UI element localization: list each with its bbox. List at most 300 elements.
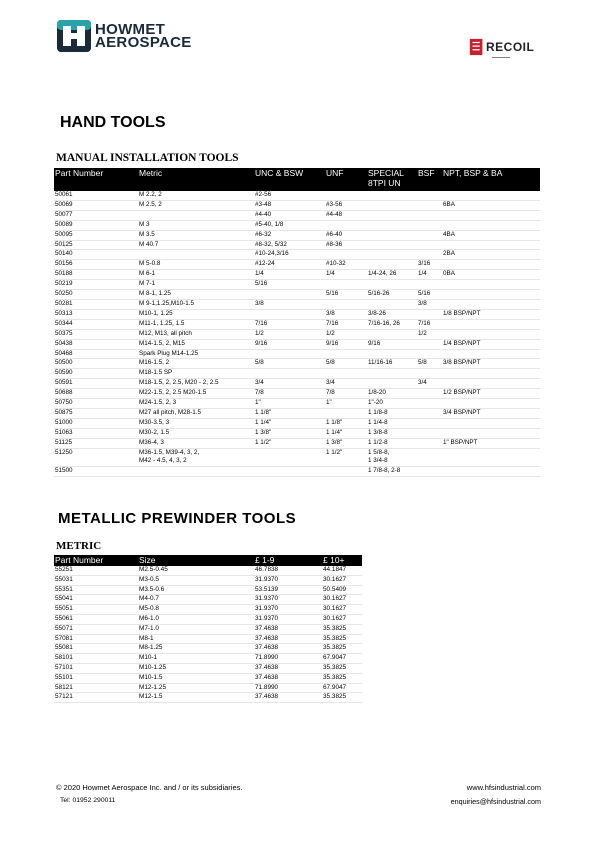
table-cell: 67.9047 bbox=[322, 683, 362, 693]
table-cell bbox=[254, 369, 325, 379]
table-cell: 50688 bbox=[54, 389, 138, 399]
table-cell: M12-1.25 bbox=[138, 683, 254, 693]
manual-tools-table bbox=[54, 168, 540, 477]
table-cell bbox=[325, 220, 367, 230]
prewinder-table-body bbox=[54, 566, 362, 703]
table-cell: 55061 bbox=[54, 614, 138, 624]
table-cell: M10-1, 1.25 bbox=[138, 309, 254, 319]
table-row bbox=[54, 399, 540, 409]
table-cell bbox=[442, 467, 540, 477]
table-cell: 46.7838 bbox=[254, 566, 322, 575]
table-cell: 37.4638 bbox=[254, 663, 322, 673]
table-cell: 7/16 bbox=[254, 319, 325, 329]
table-cell bbox=[442, 210, 540, 220]
table-cell: #5-40, 1/8 bbox=[254, 220, 325, 230]
manual-table-header bbox=[54, 168, 540, 191]
table-cell: M16-1.5, 2 bbox=[138, 359, 254, 369]
table-cell: 3/8 BSP/NPT bbox=[442, 359, 540, 369]
manual-table-body bbox=[54, 191, 540, 477]
table-cell: 6BA bbox=[442, 200, 540, 210]
table-row bbox=[54, 693, 362, 703]
table-cell: 1" bbox=[254, 399, 325, 409]
table-cell: 57121 bbox=[54, 693, 138, 703]
table-cell bbox=[367, 299, 417, 309]
howmet-logo bbox=[57, 20, 192, 54]
table-cell bbox=[367, 379, 417, 389]
table-cell: M 2.2, 2 bbox=[138, 191, 254, 200]
table-row bbox=[54, 624, 362, 634]
table-row bbox=[54, 200, 540, 210]
table-cell: 58121 bbox=[54, 683, 138, 693]
table-cell: M27 all pitch, M28-1.5 bbox=[138, 408, 254, 418]
column-header: Part Number bbox=[54, 168, 138, 191]
table-row bbox=[54, 240, 540, 250]
table-cell bbox=[138, 467, 254, 477]
table-cell: 1 1/4-8 bbox=[367, 418, 417, 428]
prewinder-subtitle: METRIC bbox=[56, 540, 102, 552]
table-cell: 1/4 bbox=[254, 270, 325, 280]
table-cell: 0BA bbox=[442, 270, 540, 280]
table-cell bbox=[325, 280, 367, 290]
table-cell bbox=[417, 438, 442, 448]
table-cell bbox=[138, 250, 254, 260]
table-cell: M4-0.7 bbox=[138, 595, 254, 605]
table-cell: 31.9370 bbox=[254, 605, 322, 615]
table-cell: 55081 bbox=[54, 644, 138, 654]
table-cell: 1/4 bbox=[417, 270, 442, 280]
table-cell bbox=[442, 319, 540, 329]
table-cell: 1 1/2" bbox=[325, 448, 367, 467]
table-cell bbox=[442, 240, 540, 250]
table-row bbox=[54, 585, 362, 595]
table-cell: 9/16 bbox=[367, 339, 417, 349]
table-cell: 31.9370 bbox=[254, 595, 322, 605]
table-cell bbox=[254, 448, 325, 467]
table-cell: 1" bbox=[325, 399, 367, 409]
table-cell: 57081 bbox=[54, 634, 138, 644]
footer-email-link[interactable]: enquiries@hfsindustrial.com bbox=[450, 797, 541, 806]
table-row bbox=[54, 299, 540, 309]
table-cell bbox=[367, 280, 417, 290]
table-cell: 55351 bbox=[54, 585, 138, 595]
table-cell: M18-1.5, 2, 2.5, M20 - 2, 2.5 bbox=[138, 379, 254, 389]
table-cell: 3/4 bbox=[417, 379, 442, 389]
table-cell: 50590 bbox=[54, 369, 138, 379]
table-cell bbox=[325, 408, 367, 418]
prewinder-table bbox=[54, 555, 362, 703]
prewinder-table-header bbox=[54, 555, 362, 566]
table-cell: M36-1.5, M39-4, 3, 2, M42 - 4.5, 4, 3, 2 bbox=[138, 448, 254, 467]
table-cell: 37.4638 bbox=[254, 693, 322, 703]
table-cell: 37.4638 bbox=[254, 624, 322, 634]
table-row bbox=[54, 349, 540, 359]
table-row bbox=[54, 683, 362, 693]
column-header: Size bbox=[138, 555, 254, 566]
table-cell bbox=[367, 200, 417, 210]
table-cell: M36-4, 3 bbox=[138, 438, 254, 448]
table-cell: 71.8990 bbox=[254, 683, 322, 693]
table-cell bbox=[417, 448, 442, 467]
table-cell bbox=[417, 191, 442, 200]
table-row bbox=[54, 329, 540, 339]
table-cell: M10-1 bbox=[138, 654, 254, 664]
table-cell bbox=[367, 369, 417, 379]
table-cell: M8-1.25 bbox=[138, 644, 254, 654]
footer-website-link[interactable]: www.hfsindustrial.com bbox=[466, 783, 541, 792]
table-cell: 55071 bbox=[54, 624, 138, 634]
table-cell: #10-32 bbox=[325, 260, 367, 270]
table-cell: #3-48 bbox=[254, 200, 325, 210]
table-cell: 50875 bbox=[54, 408, 138, 418]
table-row bbox=[54, 250, 540, 260]
table-cell: 35.3825 bbox=[322, 634, 362, 644]
table-cell: 5/16-26 bbox=[367, 290, 417, 300]
table-cell: 50156 bbox=[54, 260, 138, 270]
table-row bbox=[54, 673, 362, 683]
howmet-h-icon bbox=[57, 20, 91, 52]
table-cell: M 8-1, 1.25 bbox=[138, 290, 254, 300]
table-cell bbox=[254, 290, 325, 300]
table-cell: M7-1.0 bbox=[138, 624, 254, 634]
table-cell bbox=[367, 230, 417, 240]
logo-line2: AEROSPACE bbox=[95, 34, 192, 51]
table-row bbox=[54, 654, 362, 664]
table-cell: 51500 bbox=[54, 467, 138, 477]
table-cell: 50069 bbox=[54, 200, 138, 210]
logo-line1: HOWMET bbox=[95, 21, 166, 38]
column-header: Part Number bbox=[54, 555, 138, 566]
table-cell: 5/16 bbox=[417, 290, 442, 300]
table-cell: 1 1/8" bbox=[325, 418, 367, 428]
table-cell: 1 1/2-8 bbox=[367, 438, 417, 448]
prewinder-section-title: METALLIC PREWINDER TOOLS bbox=[58, 510, 297, 527]
table-row bbox=[54, 605, 362, 615]
table-cell bbox=[417, 230, 442, 240]
table-row bbox=[54, 191, 540, 200]
table-cell: M10-1.25 bbox=[138, 663, 254, 673]
table-cell: M 40.7 bbox=[138, 240, 254, 250]
table-cell: 1/4 BSP/NPT bbox=[442, 339, 540, 349]
table-cell: 50750 bbox=[54, 399, 138, 409]
table-cell bbox=[442, 299, 540, 309]
table-cell: 31.9370 bbox=[254, 614, 322, 624]
table-cell: 50188 bbox=[54, 270, 138, 280]
table-cell: 53.5139 bbox=[254, 585, 322, 595]
table-cell: 57101 bbox=[54, 663, 138, 673]
table-row bbox=[54, 575, 362, 585]
table-cell: 1/2 bbox=[325, 329, 367, 339]
table-row bbox=[54, 438, 540, 448]
table-cell: M5-0.8 bbox=[138, 605, 254, 615]
table-cell: #8-32, 5/32 bbox=[254, 240, 325, 250]
table-cell bbox=[254, 467, 325, 477]
table-cell: M10-1.5 bbox=[138, 673, 254, 683]
table-cell: 3/8-26 bbox=[367, 309, 417, 319]
page-title: HAND TOOLS bbox=[60, 114, 166, 131]
table-cell: #12-24 bbox=[254, 260, 325, 270]
table-row bbox=[54, 260, 540, 270]
table-cell: 71.8990 bbox=[254, 654, 322, 664]
table-cell: 51063 bbox=[54, 428, 138, 438]
table-cell: M2.5-0.45 bbox=[138, 566, 254, 575]
table-cell bbox=[417, 418, 442, 428]
table-cell: 3/4 BSP/NPT bbox=[442, 408, 540, 418]
table-cell: M 9-1,1.25,M10-1.5 bbox=[138, 299, 254, 309]
table-cell: 44.1847 bbox=[322, 566, 362, 575]
table-cell: 7/8 bbox=[254, 389, 325, 399]
table-cell: M12, M13, all pitch bbox=[138, 329, 254, 339]
table-row bbox=[54, 644, 362, 654]
table-row bbox=[54, 210, 540, 220]
table-cell: #2-56 bbox=[254, 191, 325, 200]
table-cell: 50250 bbox=[54, 290, 138, 300]
table-cell: 35.3825 bbox=[322, 693, 362, 703]
table-cell: 37.4638 bbox=[254, 634, 322, 644]
table-cell bbox=[417, 220, 442, 230]
table-cell: 35.3825 bbox=[322, 644, 362, 654]
recoil-tagline-mark: ▬▬▬▬▬▬ bbox=[492, 55, 510, 59]
table-cell: M8-1 bbox=[138, 634, 254, 644]
table-cell bbox=[442, 260, 540, 270]
table-cell: #8-36 bbox=[325, 240, 367, 250]
table-cell: 5/16 bbox=[254, 280, 325, 290]
table-row bbox=[54, 290, 540, 300]
table-cell: M 6-1 bbox=[138, 270, 254, 280]
footer-tel: Tel: 01952 290011 bbox=[60, 797, 116, 804]
table-row bbox=[54, 467, 540, 477]
table-cell: 5/8 bbox=[417, 359, 442, 369]
table-cell bbox=[442, 399, 540, 409]
column-header: SPECIAL 8TPI UN bbox=[367, 168, 417, 191]
table-cell: 7/8 bbox=[325, 389, 367, 399]
table-row bbox=[54, 230, 540, 240]
table-cell bbox=[442, 369, 540, 379]
table-cell: 5/16 bbox=[325, 290, 367, 300]
table-cell bbox=[442, 329, 540, 339]
table-cell bbox=[417, 309, 442, 319]
table-cell: #10-24,3/16 bbox=[254, 250, 325, 260]
table-row bbox=[54, 418, 540, 428]
table-cell: 67.9047 bbox=[322, 654, 362, 664]
table-cell: 50500 bbox=[54, 359, 138, 369]
table-row bbox=[54, 319, 540, 329]
table-row bbox=[54, 309, 540, 319]
table-cell bbox=[417, 369, 442, 379]
table-cell: #4-40 bbox=[254, 210, 325, 220]
table-cell: M18-1.5 SP bbox=[138, 369, 254, 379]
table-cell: 30.1627 bbox=[322, 595, 362, 605]
table-cell: 9/16 bbox=[254, 339, 325, 349]
table-cell bbox=[367, 250, 417, 260]
table-cell: 37.4638 bbox=[254, 644, 322, 654]
table-row bbox=[54, 359, 540, 369]
manual-section-title: MANUAL INSTALLATION TOOLS bbox=[56, 152, 239, 164]
table-cell: M30-2, 1.5 bbox=[138, 428, 254, 438]
table-cell bbox=[367, 329, 417, 339]
column-header: NPT, BSP & BA bbox=[442, 168, 540, 191]
table-cell: M 3.5 bbox=[138, 230, 254, 240]
table-cell: M 7-1 bbox=[138, 280, 254, 290]
table-cell bbox=[254, 349, 325, 359]
table-cell: 50281 bbox=[54, 299, 138, 309]
table-cell: 55041 bbox=[54, 595, 138, 605]
table-cell bbox=[442, 448, 540, 467]
table-cell bbox=[367, 210, 417, 220]
table-cell bbox=[417, 250, 442, 260]
table-cell bbox=[254, 309, 325, 319]
table-cell: 50089 bbox=[54, 220, 138, 230]
table-row bbox=[54, 428, 540, 438]
table-cell bbox=[442, 220, 540, 230]
table-cell: 50375 bbox=[54, 329, 138, 339]
table-cell: 51000 bbox=[54, 418, 138, 428]
table-cell bbox=[442, 191, 540, 200]
column-header: UNF bbox=[325, 168, 367, 191]
logo-text bbox=[95, 23, 192, 49]
table-cell bbox=[442, 290, 540, 300]
table-cell: 9/16 bbox=[325, 339, 367, 349]
table-cell: 1/8 BSP/NPT bbox=[442, 309, 540, 319]
table-cell: M11-1, 1.25, 1.5 bbox=[138, 319, 254, 329]
table-cell bbox=[325, 191, 367, 200]
table-cell: 50.5409 bbox=[322, 585, 362, 595]
table-cell bbox=[367, 240, 417, 250]
footer-copyright: © 2020 Howmet Aerospace Inc. and / or its subsidiaries. bbox=[56, 783, 243, 792]
table-cell: 51125 bbox=[54, 438, 138, 448]
table-cell: 50219 bbox=[54, 280, 138, 290]
table-cell: 1"-20 bbox=[367, 399, 417, 409]
table-cell: M30-3.5, 3 bbox=[138, 418, 254, 428]
table-cell: 1/2 bbox=[417, 329, 442, 339]
table-row bbox=[54, 408, 540, 418]
table-cell: #3-56 bbox=[325, 200, 367, 210]
table-cell: 1/8-20 bbox=[367, 389, 417, 399]
table-cell: 5/8 bbox=[254, 359, 325, 369]
table-cell bbox=[417, 280, 442, 290]
column-header: £ 1-9 bbox=[254, 555, 322, 566]
table-cell bbox=[325, 250, 367, 260]
table-cell bbox=[325, 369, 367, 379]
table-cell bbox=[417, 408, 442, 418]
table-cell: 1 1/8-8 bbox=[367, 408, 417, 418]
table-cell: M6-1.0 bbox=[138, 614, 254, 624]
table-row bbox=[54, 369, 540, 379]
table-cell: 1 5/8-8, 1 3/4-8 bbox=[367, 448, 417, 467]
table-cell bbox=[367, 260, 417, 270]
table-cell: 11/16-16 bbox=[367, 359, 417, 369]
recoil-logo bbox=[468, 36, 546, 62]
table-cell: Spark Plug M14-1.25 bbox=[138, 349, 254, 359]
table-cell: 37.4638 bbox=[254, 673, 322, 683]
column-header: Metric bbox=[138, 168, 254, 191]
table-cell: 7/16-16, 26 bbox=[367, 319, 417, 329]
table-cell: 7/16 bbox=[325, 319, 367, 329]
table-cell: M 2.5, 2 bbox=[138, 200, 254, 210]
table-cell: 50077 bbox=[54, 210, 138, 220]
table-cell: 50438 bbox=[54, 339, 138, 349]
table-cell bbox=[138, 210, 254, 220]
table-cell: M24-1.5, 2, 3 bbox=[138, 399, 254, 409]
table-cell: #6-40 bbox=[325, 230, 367, 240]
table-row bbox=[54, 448, 540, 467]
table-cell: 58101 bbox=[54, 654, 138, 664]
table-cell bbox=[367, 349, 417, 359]
table-cell: 1 1/4" bbox=[254, 418, 325, 428]
table-cell: 50344 bbox=[54, 319, 138, 329]
table-cell: 1 3/8" bbox=[254, 428, 325, 438]
table-cell: 3/8 bbox=[417, 299, 442, 309]
table-cell: 7/16 bbox=[417, 319, 442, 329]
table-cell: 3/4 bbox=[325, 379, 367, 389]
table-cell bbox=[325, 299, 367, 309]
table-cell: #4-48 bbox=[325, 210, 367, 220]
table-cell: 50061 bbox=[54, 191, 138, 200]
table-row bbox=[54, 339, 540, 349]
table-cell: 50313 bbox=[54, 309, 138, 319]
recoil-mark-icon bbox=[468, 36, 486, 58]
table-cell: 1" BSP/NPT bbox=[442, 438, 540, 448]
table-cell: 35.3825 bbox=[322, 673, 362, 683]
table-cell: 50591 bbox=[54, 379, 138, 389]
table-cell bbox=[367, 220, 417, 230]
table-cell: 50468 bbox=[54, 349, 138, 359]
table-cell: 1 7/8-8, 2-8 bbox=[367, 467, 417, 477]
table-cell: 1 3/8" bbox=[325, 438, 367, 448]
table-row bbox=[54, 379, 540, 389]
table-cell: 50125 bbox=[54, 240, 138, 250]
table-row bbox=[54, 280, 540, 290]
table-cell: 1 1/2" bbox=[254, 438, 325, 448]
table-row bbox=[54, 220, 540, 230]
table-cell: 2BA bbox=[442, 250, 540, 260]
table-cell: 1/2 BSP/NPT bbox=[442, 389, 540, 399]
table-cell bbox=[417, 467, 442, 477]
table-cell: 5/8 bbox=[325, 359, 367, 369]
table-cell: 1 3/8-8 bbox=[367, 428, 417, 438]
table-cell bbox=[442, 428, 540, 438]
table-cell bbox=[442, 280, 540, 290]
table-cell: M14-1.5, 2, M15 bbox=[138, 339, 254, 349]
table-cell: 51250 bbox=[54, 448, 138, 467]
column-header: £ 10+ bbox=[322, 555, 362, 566]
table-cell: 55031 bbox=[54, 575, 138, 585]
table-cell bbox=[442, 418, 540, 428]
table-cell bbox=[367, 191, 417, 200]
table-cell bbox=[417, 200, 442, 210]
table-cell: M22-1.5, 2, 2.5 M20-1.5 bbox=[138, 389, 254, 399]
table-cell: 1 1/4" bbox=[325, 428, 367, 438]
table-cell bbox=[442, 349, 540, 359]
table-cell: M 5-0.8 bbox=[138, 260, 254, 270]
table-cell bbox=[325, 467, 367, 477]
table-row bbox=[54, 566, 362, 575]
table-cell: 1 1/8" bbox=[254, 408, 325, 418]
table-cell: 50095 bbox=[54, 230, 138, 240]
table-cell: 30.1627 bbox=[322, 575, 362, 585]
table-cell bbox=[417, 210, 442, 220]
table-cell: 3/16 bbox=[417, 260, 442, 270]
table-cell: 31.9370 bbox=[254, 575, 322, 585]
table-cell bbox=[417, 349, 442, 359]
table-cell: 1/4-24, 26 bbox=[367, 270, 417, 280]
table-cell: M3-0.5 bbox=[138, 575, 254, 585]
table-cell bbox=[417, 389, 442, 399]
table-row bbox=[54, 389, 540, 399]
table-cell bbox=[417, 428, 442, 438]
table-cell: 3/8 bbox=[325, 309, 367, 319]
table-cell: M3.5-0.6 bbox=[138, 585, 254, 595]
column-header: UNC & BSW bbox=[254, 168, 325, 191]
